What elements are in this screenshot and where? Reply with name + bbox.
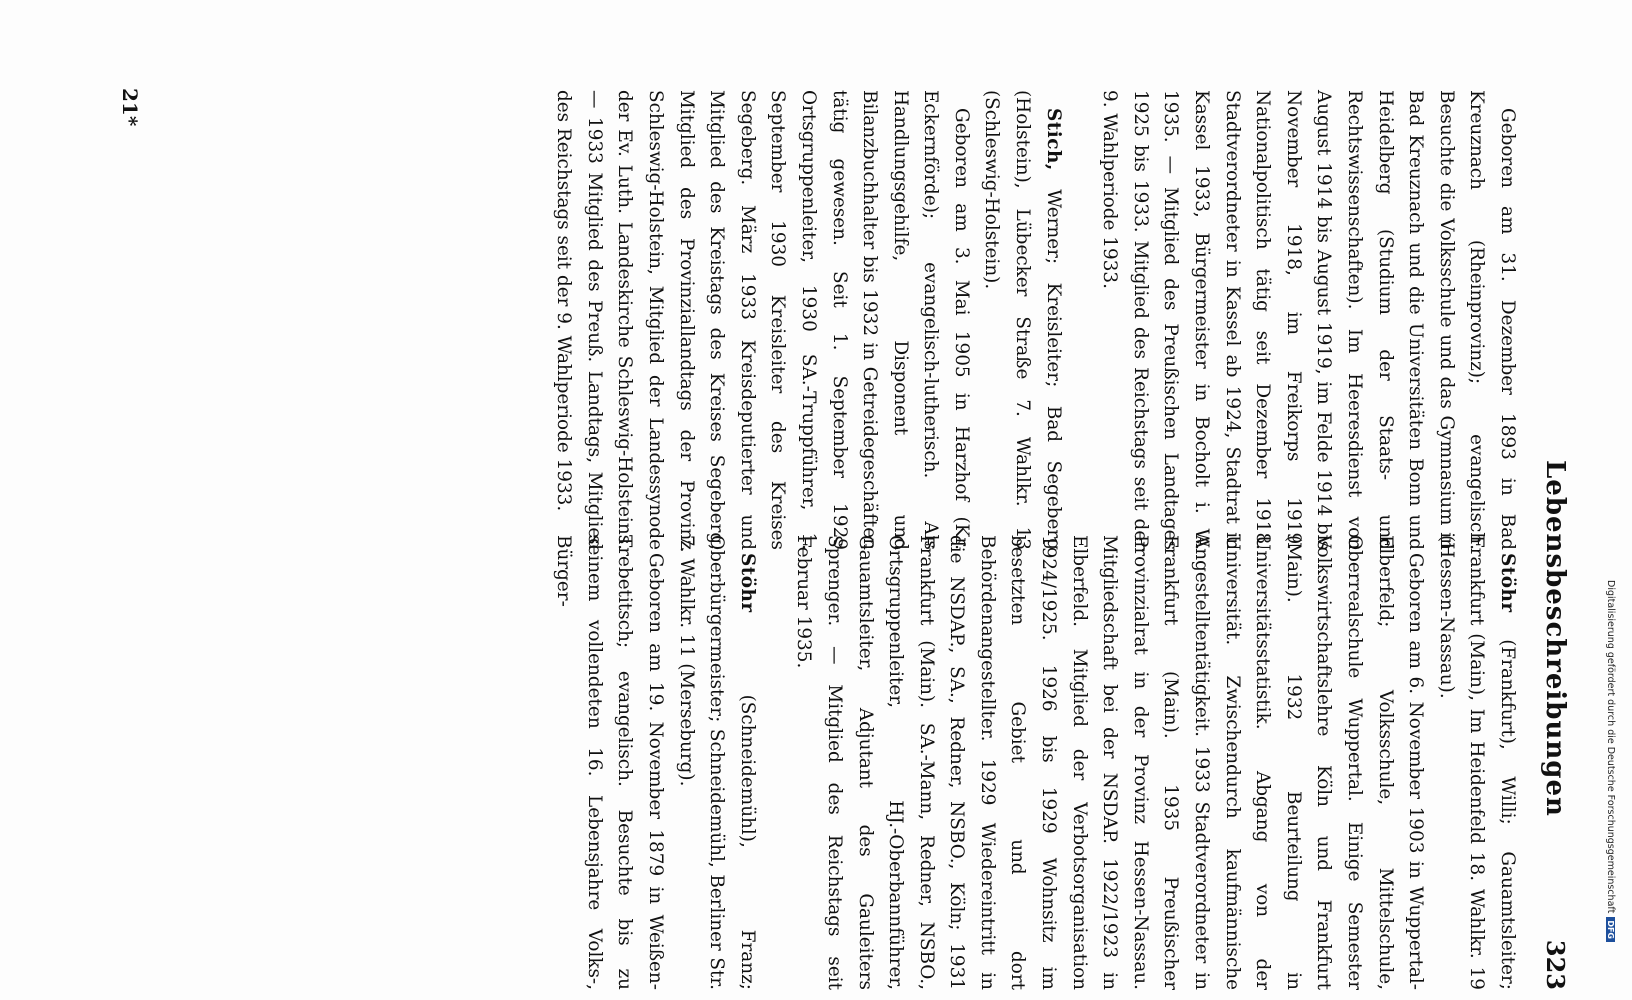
entry-heading-details: (Frankfurt), Willi; Gauamtsleiter; Frankfurt (Main), Im Heidenfeld 18. Wahlkr. 19 (Hessen-Nassau).	[1435, 535, 1518, 990]
digitization-credit	[1605, 580, 1616, 942]
biography-entry	[788, 535, 1522, 990]
biography-entry	[548, 90, 1068, 550]
entry-surname: Stöhr	[1497, 553, 1518, 613]
entry-text: Geboren am 3. Mai 1905 in Harzhof (Kr. Eckernförde); evangelisch-lutherisch. Als Handlungsgehilfe, Disponent und Bilanzbuchhalter bis 1932 in Getreidegeschäften tätig gewesen. Seit 1. September 1929 Ortsgruppenleiter, 1930 SA.-Truppführer, 1. September 1930 Kreisleiter des Kreises Segeberg. März 1933 Kreisdeputierter und Mitglied des Kreistags des Kreises Segeberg, Mitglied des Provinziallandtags der Provinz Schleswig-Holstein, Mitglied der Landessynode der Ev. Luth. Landeskirche Schleswig-Holsteins. — 1933 Mitglied des Preuß. Landtags, Mitglied des Reichstags seit der 9. Wahlperiode 1933.	[553, 90, 972, 550]
entry-heading	[976, 90, 1068, 550]
entry-heading	[670, 535, 762, 990]
biography-entry	[1094, 90, 1522, 550]
entry-text: Geboren am 31. Dezember 1893 in Bad Kreuznach (Rheinprovinz); evangelisch. Besuchte die Volksschule und das Gymnasium in Bad Kreuznach und die Universitäten Bonn und Heidelberg (Studium der Staats- und Rechtswissenschaften). Im Heeresdienst von August 1914 bis August 1919, im Felde 1914 bis November 1918, im Freikorps 1919. Nationalpolitisch tätig seit Dezember 1918. Stadtverordneter in Kassel ab 1924, Stadtrat in Kassel 1933, Bürgermeister in Bocholt i. W. 1935. — Mitglied des Preußischen Landtages 1925 bis 1933. Mitglied des Reichstags seit der 9. Wahlperiode 1933.	[1099, 90, 1518, 550]
digitization-credit-text: Digitalisierung gefördert durch die Deutsche Forschungsgemeinschaft	[1605, 580, 1616, 914]
sheet-signature: 21*	[118, 88, 142, 127]
entry-text: Geboren am 6. November 1903 in Wuppertal-Elberfeld; Volksschule, Mittelschule, Oberrealschule Wuppertal. Einige Semester Volkswirtschaftslehre Köln und Frankfurt (Main). 1932 Beurteilung in Universitätsstatistik. Abgang von der Universität. Zwischendurch kaufmännische Angestelltentätigkeit. 1933 Stadtverordneter in Frankfurt (Main). 1935 Preußischer Provinzialrat in der Provinz Hessen-Nassau. Mitgliedschaft bei der NSDAP. 1922/1923 in Elberfeld. Mitglied der Verbotsorganisation 1924/1925. 1926 bis 1929 Wohnsitz im besetzten Gebiet und dort Behördenangestellter. 1929 Wiedereintritt in die NSDAP., SA., Redner, NSBO., Köln; 1931 Frankfurt (Main). SA.-Mann, Redner, NSBO., Ortsgruppenleiter, HJ.-Oberbannführer, Gauamtsleiter, Adjutant des Gauleiters Sprenger. — Mitglied des Reichstags seit Februar 1935.	[793, 535, 1427, 990]
dfg-logo: DFG	[1606, 917, 1615, 942]
left-column	[522, 90, 1522, 550]
biography-entry	[548, 535, 762, 990]
entry-heading-details: Werner; Kreisleiter; Bad Segeberg (Holstein), Lübecker Straße 7. Wahlkr. 13 (Schleswig-Holstein).	[981, 90, 1064, 550]
entry-heading-details: (Schneidemühl), Franz; Oberbürgermeister; Schneidemühl, Berliner Str. 7. Wahlkr. 11 (Merseburg).	[675, 535, 758, 990]
entry-heading	[1430, 535, 1522, 990]
page-header	[1530, 90, 1570, 990]
entry-text: Geboren am 19. November 1879 in Weißen-Trebetitsch; evangelisch. Besuchte bis zu seinem vollendeten 16. Lebensjahre Volks-, Bürger-	[553, 535, 666, 990]
page-number: 323	[1541, 939, 1570, 990]
entry-surname: Stich,	[1042, 108, 1064, 171]
running-head: Lebensbeschreibungen	[1540, 460, 1570, 817]
right-column	[522, 535, 1522, 990]
entry-surname: Stöhr	[736, 553, 758, 613]
